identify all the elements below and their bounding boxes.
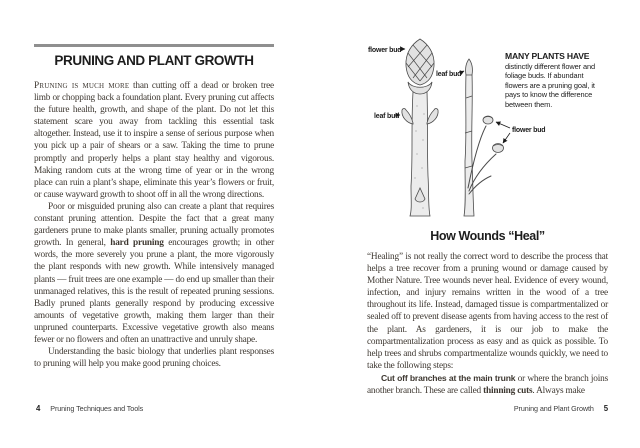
left-page-footer [36,404,143,413]
page-number: 4 [36,404,41,413]
chapter-title: PRUNING AND PLANT GROWTH [54,53,254,68]
arrow-icon [496,122,510,128]
body-paragraph: Understanding the basic biology that underlies plant responses to pruning will help you make good pruning choices. [34,347,274,370]
bud-figure [367,36,608,222]
page-number: 5 [603,404,608,413]
body-paragraph: “Healing” is not really the correct word to describe the process that helps a tree recover from a pruning wound or damage caused by Mother Nature. Tree wounds never heal. Evidence of every wound, infection, and injury remains written in the wood of a tree throughout its life. Instead, damaged tissue is compartmentalized or sealed off to prevent disease agents from having access to the rest of the plant. As gardeners, it is our job to make the compartmentalization process as easy and as quick as possible. To help trees and shrubs compartmentalize wounds quickly, we need to take the following steps: [367,252,608,371]
leaf-bud-left [402,109,413,125]
running-title: Pruning Techniques and Tools [50,404,144,413]
body-paragraph: Pruning is much more than cutting off a dead or broken tree limb or chopping back a foundation plant. Every pruning cut affects the future health, growth, and shape of the plant. Do not let this statement scare you away from tackling this essential task altogether. Instead, use it to inspire a sense of serious purpose when you pick up a pair of shears or a saw. Taking the time to prune promptly and properly helps a plant stay healthy and vigorous. Making random cuts at the wrong time of year or in the wrong place can ruin a plant’s shape, eliminate this year’s flowers or fruit, or cause wayward growth to shoot off in all the wrong directions. [34,81,274,200]
running-title: Pruning and Plant Growth [513,404,594,413]
body-paragraph: Poor or misguided pruning also can create a plant that requires constant pruning attention. Despite the fact that a great many gardeners prune to make plants smaller, pruning actually promotes growth. In general, hard pruning encourages growth; in other words, the more severely you prune a plant, the more vigorously the plant responds with new growth. While intensively managed plants — fruit trees are one example — do end up smaller than their unmanaged relatives, this is the result of repeated pruning sessions. Badly pruned plants generally respond by producing excessive amounts of vegetative growth, making them larger than their unpruned counterparts. Excessive vegetative growth also means fewer or no flowers and often an unattractive and unruly shape. [34,201,274,345]
body-paragraph: Cut off branches at the main trunk or where the branch joins another branch. These are called thinning cuts. Always make [367,372,609,397]
leaf-bud-label: leaf bud [436,71,462,78]
right-page-footer [367,404,608,413]
flower-bud-label: flower bud [512,127,546,134]
leaf-bud-terminal [466,59,473,75]
flower-bud-small [493,144,504,153]
leaf-bud-label: leaf bud [374,113,400,120]
figure-caption: MANY PLANTS HAVE distinctly different flower and foliage buds. If abundant flowers are a pruning goal, it pays to know the difference between them. [505,51,596,109]
right-page-column [367,36,608,397]
left-page-column [34,44,274,370]
arrow-icon [503,133,510,143]
flower-bud-large [406,39,434,85]
flower-bud-label: flower bud [368,47,402,54]
leaf-bud-right [427,109,438,125]
right-twig-stem [464,74,474,216]
title-rule [34,44,274,47]
section-heading: How Wounds “Heal” [430,229,545,243]
